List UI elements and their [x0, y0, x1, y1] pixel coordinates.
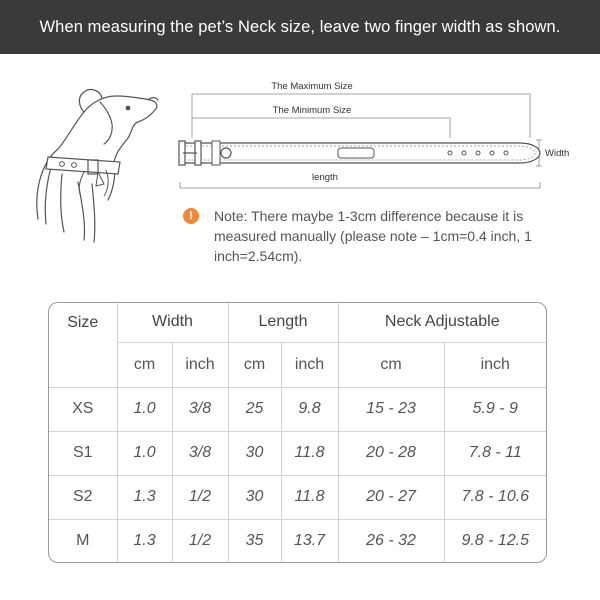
- size-cell: M: [49, 519, 117, 562]
- min-size-dimension: [192, 118, 450, 138]
- min-size-label: The Minimum Size: [272, 105, 352, 116]
- size-table: [48, 302, 547, 563]
- header-banner: [0, 0, 600, 54]
- neck-inch-cell: 9.8 - 12.5: [461, 531, 530, 549]
- length-inch-cell: 11.8: [281, 431, 338, 475]
- table-header-row: [49, 303, 546, 342]
- length-dimension: [180, 182, 540, 188]
- subheader-width-inch: inch: [172, 342, 228, 387]
- banner-text: When measuring the pet’s Neck size, leave two finger width as shown.: [39, 17, 561, 36]
- neck-cm-cell: 15 - 23: [338, 387, 444, 431]
- header-length: Length: [228, 303, 338, 342]
- size-cell: S1: [49, 431, 117, 475]
- header-size: Size: [49, 303, 117, 387]
- header-neck-adjustable: Neck Adjustable: [338, 303, 546, 342]
- length-cm-cell: 30: [228, 475, 281, 519]
- width-inch-cell: 1/2: [172, 475, 228, 519]
- table-row: [49, 387, 546, 431]
- subheader-length-inch: inch: [281, 342, 338, 387]
- table-subheader-row: [49, 342, 546, 387]
- subheader-neck-inch: inch: [444, 342, 546, 387]
- neck-cm-cell: 20 - 28: [338, 431, 444, 475]
- length-cm-cell: 30: [228, 431, 281, 475]
- length-cm-cell: 25: [228, 387, 281, 431]
- collar-flat: [179, 141, 540, 165]
- size-cell: XS: [49, 387, 117, 431]
- width-inch-cell: 1/2: [172, 519, 228, 562]
- length-inch-cell: 13.7: [281, 519, 338, 562]
- width-inch-cell: 3/8: [172, 387, 228, 431]
- neck-inch-cell: 5.9 - 9: [444, 387, 546, 431]
- width-inch-cell: 3/8: [172, 431, 228, 475]
- table-row: [49, 519, 546, 562]
- width-cm-cell: 1.3: [117, 519, 172, 562]
- max-size-label: The Maximum Size: [271, 81, 353, 92]
- table-row: [49, 431, 546, 475]
- size-cell: S2: [49, 475, 117, 519]
- length-cm-cell: 35: [228, 519, 281, 562]
- subheader-neck-cm: cm: [338, 342, 444, 387]
- neck-cm-cell: 20 - 27: [338, 475, 444, 519]
- neck-cm-cell: 26 - 32: [338, 519, 444, 562]
- width-cm-cell: 1.3: [117, 475, 172, 519]
- width-cm-cell: 1.0: [117, 387, 172, 431]
- subheader-length-cm: cm: [228, 342, 281, 387]
- max-size-dimension: [192, 94, 530, 138]
- length-label: length: [312, 172, 338, 183]
- length-inch-cell: 11.8: [281, 475, 338, 519]
- note-text: Note: There maybe 1-3cm difference because it is measured manually (please note – 1cm=0.4 inch, 1 inch=2.54cm).: [214, 208, 532, 264]
- warning-icon: !: [183, 208, 199, 224]
- length-inch-cell: 9.8: [281, 387, 338, 431]
- table-row: [49, 475, 546, 519]
- header-width: Width: [117, 303, 228, 342]
- neck-inch-cell: 7.8 - 10.6: [444, 475, 546, 519]
- subheader-width-cm: cm: [117, 342, 172, 387]
- neck-inch-cell: 7.8 - 11: [444, 431, 546, 475]
- dog-collar: [46, 157, 120, 196]
- width-cm-cell: 1.0: [117, 431, 172, 475]
- width-label: Width: [545, 148, 570, 159]
